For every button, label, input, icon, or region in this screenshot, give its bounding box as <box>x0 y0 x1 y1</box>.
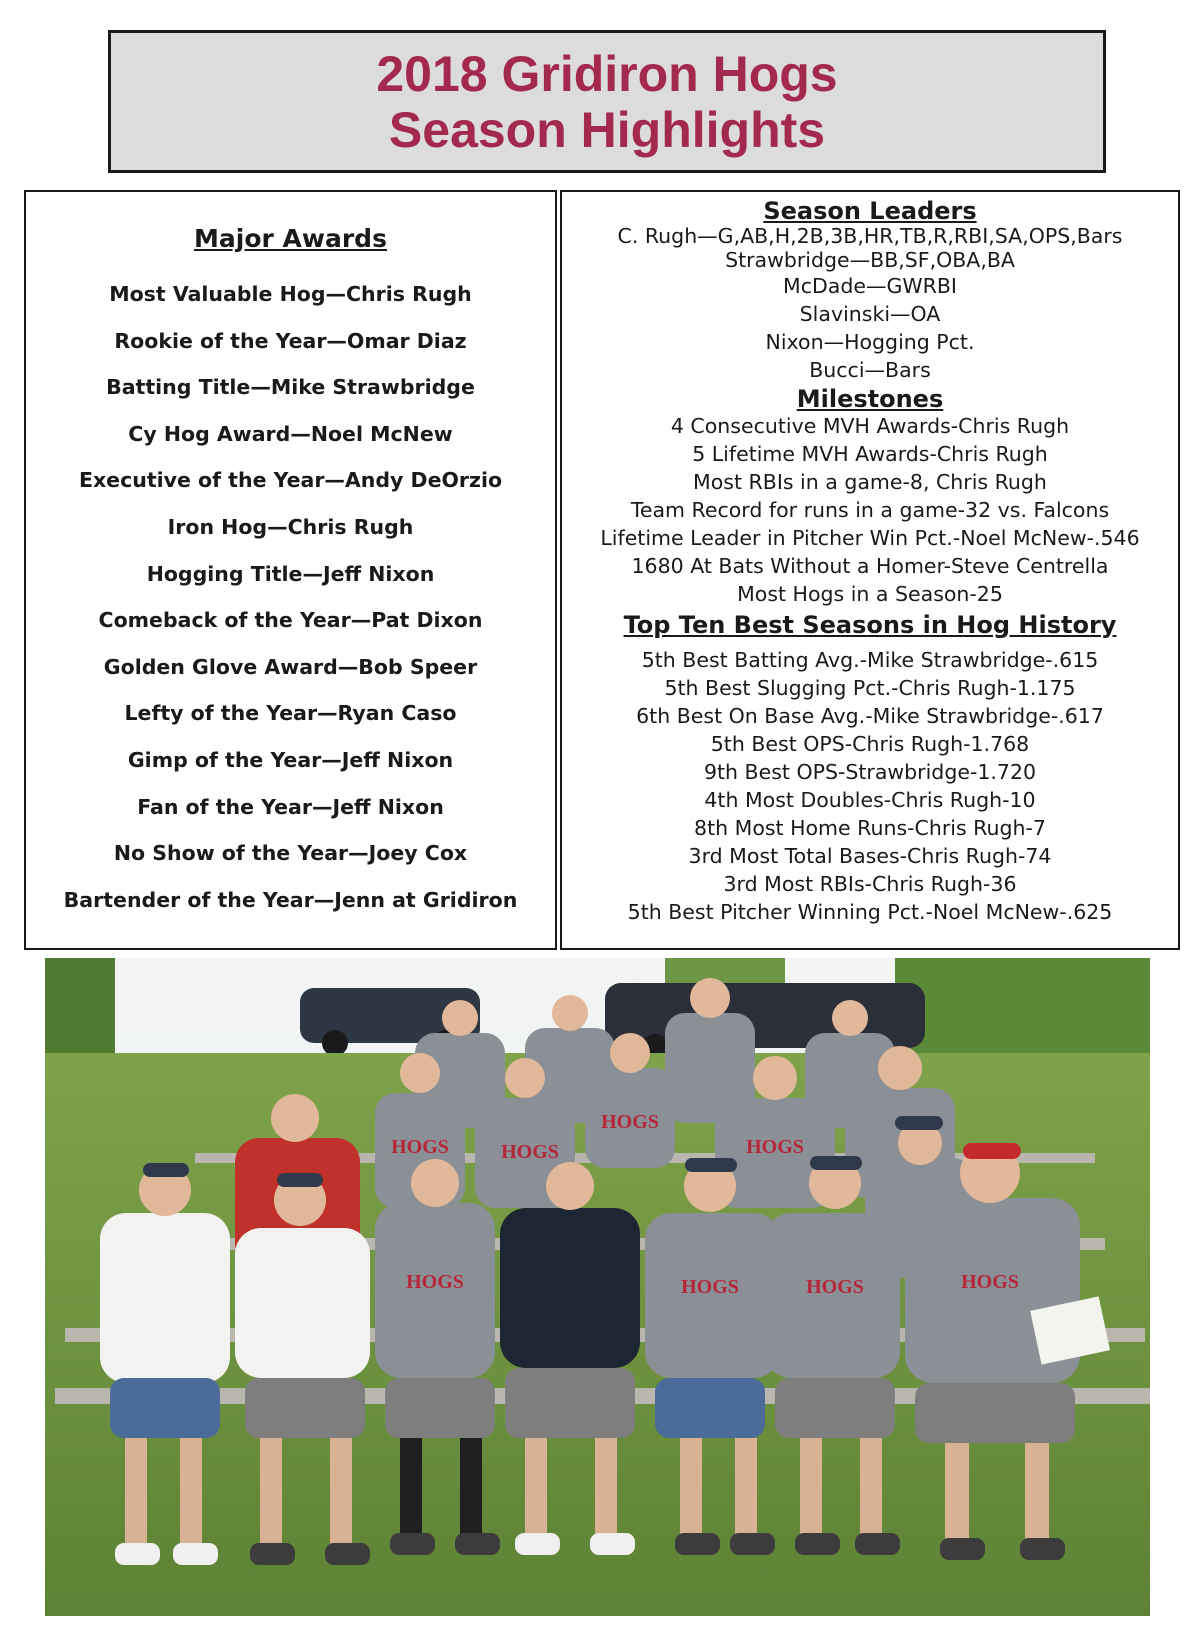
milestones-section <box>562 386 1178 608</box>
top-ten-item: 5th Best Slugging Pct.-Chris Rugh-1.175 <box>664 676 1076 700</box>
navy-shirt-player <box>500 1208 640 1368</box>
major-awards-panel <box>24 190 557 950</box>
award-item: Iron Hog—Chris Rugh <box>167 514 414 539</box>
shirt-logo-text: HOGS <box>681 1276 739 1298</box>
season-leaders-heading: Season Leaders <box>763 197 977 225</box>
top-ten-item: 3rd Most RBIs-Chris Rugh-36 <box>723 872 1017 896</box>
award-item: Comeback of the Year—Pat Dixon <box>98 608 483 633</box>
top-ten-heading: Top Ten Best Seasons in Hog History <box>623 611 1117 639</box>
milestone-item: Most Hogs in a Season-25 <box>737 582 1003 606</box>
title-line-1: 2018 Gridiron Hogs <box>376 45 838 102</box>
top-ten-item: 9th Best OPS-Strawbridge-1.720 <box>703 760 1037 784</box>
milestones-heading: Milestones <box>796 385 944 413</box>
top-ten-item: 8th Most Home Runs-Chris Rugh-7 <box>694 816 1046 840</box>
top-ten-item: 5th Best Batting Avg.-Mike Strawbridge-.615 <box>641 648 1099 672</box>
top-ten-item: 5th Best Pitcher Winning Pct.-Noel McNew-.625 <box>627 900 1113 924</box>
milestone-item: Lifetime Leader in Pitcher Win Pct.-Noel McNew-.546 <box>600 526 1140 550</box>
top-ten-section <box>562 612 1178 926</box>
award-item: Batting Title—Mike Strawbridge <box>106 375 475 400</box>
shirt-logo-text: HOGS <box>391 1136 449 1158</box>
award-item: Executive of the Year—Andy DeOrzio <box>78 468 503 493</box>
season-leaders-section <box>562 198 1178 384</box>
title-banner <box>108 30 1106 173</box>
leader-item: Nixon—Hogging Pct. <box>765 330 975 354</box>
shirt-logo-text: HOGS <box>601 1111 659 1133</box>
leader-item: Bucci—Bars <box>809 358 931 382</box>
milestone-item: Team Record for runs in a game-32 vs. Falcons <box>630 498 1110 522</box>
top-ten-item: 3rd Most Total Bases-Chris Rugh-74 <box>688 844 1052 868</box>
stats-panel <box>560 190 1180 950</box>
shirt-logo-text: HOGS <box>746 1136 804 1158</box>
team-photo <box>45 958 1150 1616</box>
top-ten-item: 5th Best OPS-Chris Rugh-1.768 <box>710 732 1030 756</box>
award-item: Most Valuable Hog—Chris Rugh <box>109 282 472 306</box>
team-photo-illustration <box>45 958 1150 1616</box>
award-item: Cy Hog Award—Noel McNew <box>128 421 453 446</box>
red-cap <box>963 1143 1021 1159</box>
milestone-item: 5 Lifetime MVH Awards-Chris Rugh <box>692 442 1048 466</box>
leader-item: Slavinski—OA <box>799 302 941 326</box>
award-item: Bartender of the Year—Jenn at Gridiron <box>63 887 518 912</box>
leader-item: McDade—GWRBI <box>783 274 957 298</box>
top-ten-item: 6th Best On Base Avg.-Mike Strawbridge-.617 <box>636 704 1104 728</box>
major-awards-heading: Major Awards <box>194 224 387 253</box>
leader-item: C. Rugh—G,AB,H,2B,3B,HR,TB,R,RBI,SA,OPS,Bars <box>617 224 1123 248</box>
shirt-logo-text: HOGS <box>501 1141 559 1163</box>
milestone-item: 1680 At Bats Without a Homer-Steve Centrella <box>631 554 1109 578</box>
award-item: Hogging Title—Jeff Nixon <box>146 561 435 586</box>
shirt-logo-text: HOGS <box>406 1271 464 1293</box>
leader-item: Strawbridge—BB,SF,OBA,BA <box>725 248 1015 272</box>
shirt-logo-text: HOGS <box>961 1271 1019 1293</box>
award-item: Rookie of the Year—Omar Diaz <box>114 328 467 353</box>
award-item: Fan of the Year—Jeff Nixon <box>137 794 444 819</box>
shirt-logo-text: HOGS <box>806 1276 864 1298</box>
award-item: No Show of the Year—Joey Cox <box>113 841 468 866</box>
award-item: Gimp of the Year—Jeff Nixon <box>127 747 454 772</box>
top-ten-item: 4th Most Doubles-Chris Rugh-10 <box>704 788 1036 812</box>
milestone-item: 4 Consecutive MVH Awards-Chris Rugh <box>670 414 1070 438</box>
title-line-2: Season Highlights <box>388 101 826 158</box>
award-item: Golden Glove Award—Bob Speer <box>103 654 478 679</box>
milestone-item: Most RBIs in a game-8, Chris Rugh <box>693 470 1047 494</box>
award-item: Lefty of the Year—Ryan Caso <box>124 701 457 726</box>
major-awards-list <box>26 271 555 923</box>
